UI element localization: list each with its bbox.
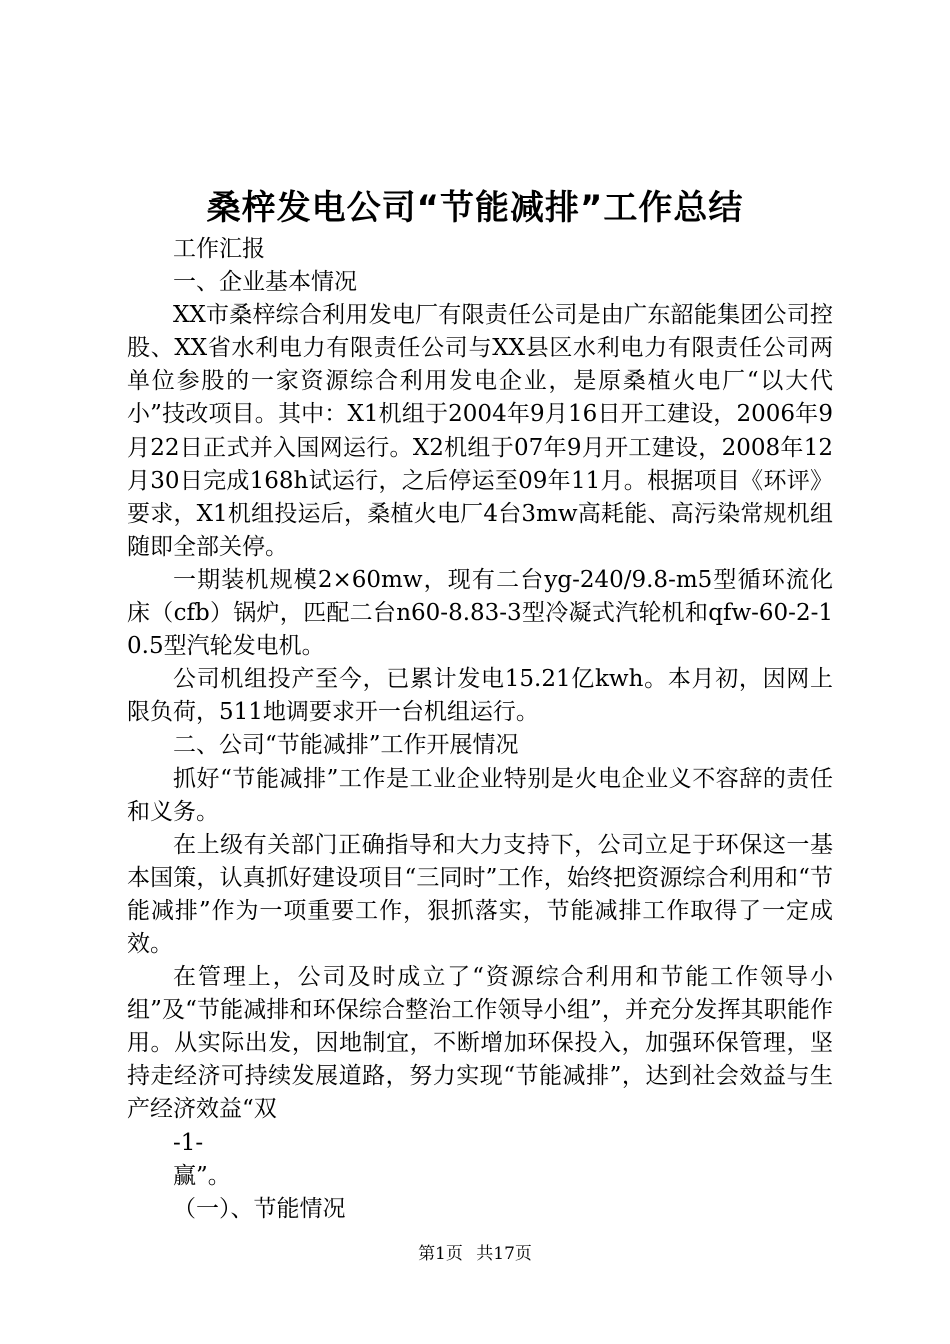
paragraph-management: 在管理上，公司及时成立了“资源综合利用和节能工作领导小组”及“节能减排和环保综合整治工作领导小组”，并充分发挥其职能作用。从实际出发，因地制宜，不断增加环保投入，加强环保管理，坚持走经济可持续发展道路，努力实现“节能减排”，达到社会效益与生产经济效益“双 [127, 964, 833, 1123]
document-body [127, 233, 833, 1226]
paragraph-company-intro: XX市桑梓综合利用发电厂有限责任公司是由广东韶能集团公司控股、XX省水利电力有限责任公司与XX县区水利电力有限责任公司两单位参股的一家资源综合利用发电企业，是原桑植火电厂“以大代小”技改项目。其中：X1机组于2004年9月16日开工建设，2006年9月22日正式并入国网运行。X2机组于07年9月开工建设，2008年12月30日完成168h试运行，之后停运至09年11月。根据项目《环评》要求，X1机组投运后，桑植火电厂4台3mw高耗能、高污染常规机组随即全部关停。 [127, 302, 833, 560]
paragraph-report-label: 工作汇报 [173, 236, 265, 262]
paragraph-responsibility: 抓好“节能减排”工作是工业企业特别是火电企业义不容辞的责任和义务。 [127, 765, 833, 825]
paragraph-guidance: 在上级有关部门正确指导和大力支持下，公司立足于环保这一基本国策，认真抓好建设项目“三同时”工作，始终把资源综合利用和“节能减排”作为一项重要工作，狠抓落实，节能减排工作取得了一定成效。 [127, 831, 833, 957]
footer-total-label: 共17页 [476, 1244, 532, 1264]
page-footer [0, 1242, 950, 1266]
section-heading-basic-info: 一、企业基本情况 [173, 269, 357, 296]
paragraph-continuation: 赢”。 [173, 1162, 231, 1189]
paragraph-generation-total: 公司机组投产至今，已累计发电15.21亿kwh。本月初，因网上限负荷，511地调要求开一台机组运行。 [127, 666, 833, 726]
document-title: 桑梓发电公司“节能减排”工作总结 [206, 188, 744, 228]
inline-page-number: -1- [173, 1129, 204, 1156]
paragraph-installed-capacity: 一期装机规模2×60mw，现有二台yg-240/9.8-m5型循环流化床（cfb）锅炉，匹配二台n60-8.83-3型冷凝式汽轮机和qfw-60-2-10.5型汽轮发电机。 [127, 566, 833, 660]
footer-page-label: 第1页 [418, 1244, 463, 1264]
subsection-heading-energy-saving: （一）、节能情况 [173, 1195, 346, 1222]
section-heading-work-status: 二、公司“节能减排”工作开展情况 [173, 732, 519, 759]
